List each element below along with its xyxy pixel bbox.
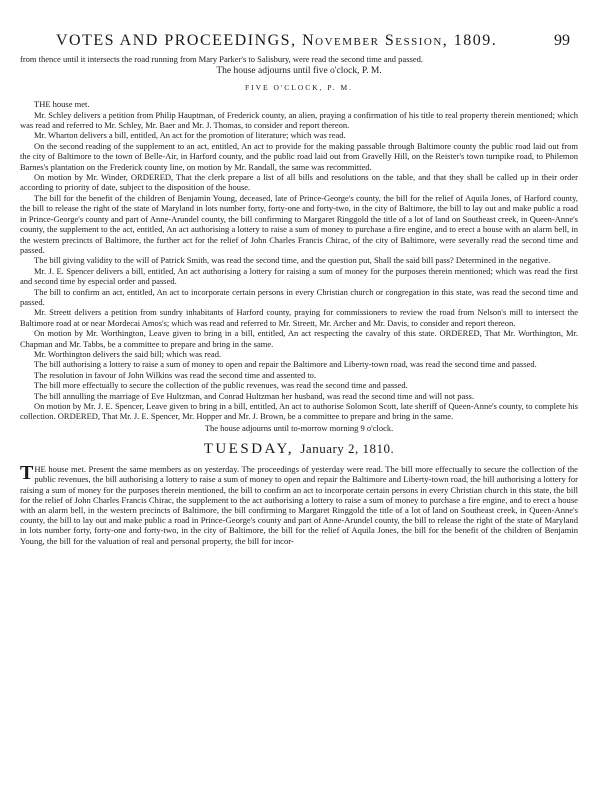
paragraph: The resolution in favour of John Wilkins was read the second time and assented to.	[34, 369, 317, 380]
paragraph: Mr. J. E. Spencer delivers a bill, entitled, An act authorising a lottery for raising a sum of money for the purposes therein mentioned; which was read the first and second time by especial order and passed.	[20, 265, 578, 287]
paragraph: The bill for the benefit of the children of Benjamin Young, deceased, late of Prince-George's county, the bill for the relief of Aquila Jones, of Harford county, the bill to release the right of the state of Maryland in lots number forty, forty-one and forty-two, in the city of Baltimore, the bill to lay out and make public a road in Prince-George's county and part of Anne-Arundel county, the bill confirming to Margaret Ringgold the title of a lot of land on Southeast creek, in Queen-Anne's county, the supplement to the act, entitled, An act authorising a lottery to raise a sum of money to purchase a fire engine, and to erect a house with an alarm bell, in the western precincts of Baltimore, the further act for the relief of John Charles Francis Chirac, of the city of Baltimore, were severally read the second time and passed.	[20, 192, 578, 255]
page-number: 99	[554, 32, 570, 49]
paragraph: On the second reading of the supplement to an act, entitled, An act to provide for the making passable through Baltimore county the public road laid out from the city of Baltimore to the town of Belle-Air, in Harford county, and the public road laid out from Gravelly Hill, on the Reister's town turnpike road, to Philemon Barnes's plantation on the Frederick county line, on motion by Mr. Randall, the same was recommitted.	[20, 140, 578, 172]
adjournment-line: The house adjourns until five o'clock, P. M.	[216, 66, 382, 77]
paragraph: On motion by Mr. J. E. Spencer, Leave given to bring in a bill, entitled, An act to authorise Solomon Scott, late sheriff of Queen-Anne's county, to complete his collection. ORDERED, That Mr. J. E. Spencer, Mr. Hopper and Mr. J. Brown, be a committee to prepare and bring in the same.	[20, 401, 578, 422]
paragraph: The bill authorising a lottery to raise a sum of money to open and repair the Baltimore and Liberty-town road, was read the second time and passed.	[34, 359, 537, 370]
adjournment-line: The house adjourns until to-morrow morning 9 o'clock.	[204, 422, 394, 433]
paragraph: The bill more effectually to secure the collection of the public revenues, was read the second time and passed.	[34, 380, 408, 391]
paragraph: THE house met.	[34, 99, 90, 110]
paragraph: The bill to confirm an act, entitled, An act to incorporate certain persons in every Christian church or congregation in this state, was read the second time and passed.	[20, 286, 578, 307]
paragraph: On motion by Mr. Worthington, Leave given to bring in a bill, entitled, An act respecting the cavalry of this state. ORDERED, That Mr. Worthington, Mr. Chapman and Mr. Tabbs, be a committee to prepare and bring in the same.	[20, 328, 578, 349]
day-heading-date: January 2, 1810.	[300, 441, 395, 457]
paragraph: The bill giving validity to the will of Patrick Smith, was read the second time, and the question put, Shall the said bill pass? Determined in the negative.	[34, 255, 551, 266]
paragraph: Mr. Schley delivers a petition from Philip Hauptman, of Frederick county, an alien, praying a confirmation of his title to real property therein mentioned; which was read and referred to Mr. Schley, Mr. Baer and Mr. J. Thomas, to consider and report thereon.	[20, 109, 578, 131]
paragraph: Mr. Streett delivers a petition from sundry inhabitants of Harford county, praying for commissioners to review the road from Nelson's mill to intersect the Baltimore road at or near Mordecai Amos's; which was read and referred to Mr. Streett, Mr. Archer and Mr. Davis, to consider and report thereon.	[20, 307, 578, 328]
paragraph-text: HE house met. Present the same members as on yesterday. The proceedings of yesterday were read. The bill more effectually to secure the collection of the public revenues, the bill authorising a lottery to raise a sum of money to open and repair the Baltimore and Liberty-town road, the bill authorising a lottery for raising a sum of money for the purposes therein mentioned, the bill to confirm an act to incorporate certain persons in every Christian church in this state, the bill for the relief of John Charles Francis Chirac, the supplement to the act authorising a lottery to raise a sum of money to purchase a fire engine, and to erect a house with an alarm bell, in the western precincts of Baltimore, the bill confirming to Margaret Ringgold the title of a lot of land on Southeast creek, in Queen-Anne's county, the bill to lay out and make public a road in Prince-George's county and part of Anne-Arundel county, the bill to release the right of the state of Maryland in lots number forty, forty-one and forty-two, in the city of Baltimore, the bill for the relief of Aquila Jones, the bill for the benefit of the children of Benjamin Young, the bill for the valuation of real and personal property, the bill for incor-	[20, 464, 578, 546]
paragraph-opening-day	[20, 464, 578, 546]
paragraph: The bill annulling the marriage of Eve Hultzman, and Conrad Hultzman her husband, was read the second time and will not pass.	[34, 390, 474, 401]
day-heading	[20, 441, 578, 458]
paragraph: Mr. Wharton delivers a bill, entitled, An act for the promotion of literature; which was read.	[34, 130, 346, 141]
page-title: VOTES AND PROCEEDINGS, November Session, 1809.	[56, 32, 498, 49]
paragraph: Mr. Worthington delivers the said bill; which was read.	[34, 348, 222, 359]
drop-cap: T	[20, 462, 34, 485]
day-heading-day: TUESDAY,	[203, 441, 295, 458]
running-head	[56, 32, 570, 50]
section-subheading: FIVE O'CLOCK, P. M.	[244, 82, 354, 92]
paragraph: On motion by Mr. Winder, ORDERED, That the clerk prepare a list of all bills and resolutions on the table, and that they shall be called up in their order according to priority of date, subject to the disposition of the house.	[20, 172, 578, 193]
paragraph-continuation: from thence until it intersects the road running from Mary Parker's to Salisbury, were read the second time and passed.	[20, 54, 423, 64]
